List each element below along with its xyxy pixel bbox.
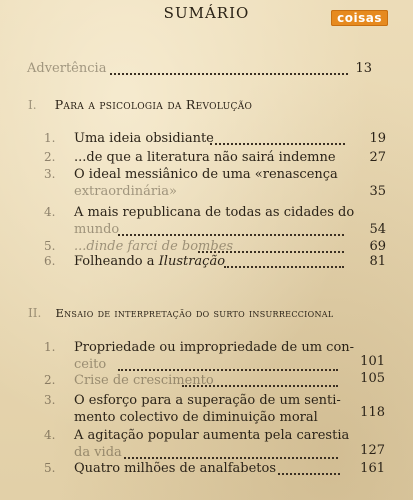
toc-item-number: 2.: [44, 150, 56, 164]
toc-item-number: 3.: [44, 167, 56, 181]
toc-entry[interactable]: [74, 393, 341, 409]
toc-page-number: 118: [360, 405, 385, 420]
toc-entry-continuation: mento colectivo de diminuição moral: [74, 410, 318, 425]
leader-dots: [198, 250, 344, 253]
toc-page-number: 54: [369, 222, 386, 237]
leader-dots: [182, 384, 338, 387]
toc-entry-label: Propriedade ou impropriedade de um con-: [74, 340, 355, 355]
part-title: Para a psicologia da Revolução: [54, 97, 253, 112]
toc-page-number: 101: [360, 354, 385, 369]
part-numeral: II.: [28, 306, 42, 320]
toc-item-number: 4.: [44, 428, 56, 442]
toc-item-number: 5.: [44, 239, 56, 253]
watermark-badge: coisas: [331, 10, 388, 26]
toc-page-number: 13: [355, 61, 372, 76]
toc-entry-label: Folheando a: [74, 254, 159, 269]
toc-page-number: 81: [369, 254, 386, 269]
toc-entry-label-italic: Ilustração: [158, 254, 226, 269]
toc-page-number: 105: [360, 371, 385, 386]
toc-item-number: 6.: [44, 254, 56, 268]
leader-dots: [118, 233, 344, 236]
toc-item-number: 2.: [44, 373, 56, 387]
toc-page-number: 127: [360, 443, 385, 458]
toc-entry-continuation: da vida: [74, 445, 122, 460]
toc-page-number: 69: [369, 239, 386, 254]
page-title: SUMÁRIO: [163, 4, 250, 22]
toc-page-number: 19: [369, 131, 386, 146]
toc-entry[interactable]: [74, 340, 354, 356]
toc-entry-continuation: extraordinária»: [74, 184, 177, 199]
toc-entry-label: Quatro milhões de analfabetos: [74, 461, 276, 476]
part-numeral: I.: [28, 98, 37, 112]
toc-page-number: 27: [369, 150, 386, 165]
toc-entry-label: O ideal messiânico de uma «renascença: [74, 167, 338, 182]
toc-entry[interactable]: [74, 205, 354, 221]
leader-dots: [118, 368, 338, 371]
toc-entry-continuation: ceito: [74, 357, 107, 372]
toc-entry-label: A agitação popular aumenta pela carestia: [74, 428, 350, 443]
leader-dots: [224, 265, 344, 268]
toc-item-number: 3.: [44, 393, 56, 407]
leader-dots: [124, 456, 338, 459]
toc-entry-continuation: mundo: [74, 222, 120, 237]
toc-entry[interactable]: [74, 428, 349, 444]
toc-entry-label: A mais republicana de todas as cidades do: [74, 205, 355, 220]
toc-entry[interactable]: [74, 461, 276, 477]
toc-page-number: 35: [369, 184, 386, 199]
toc-item-number: 5.: [44, 461, 56, 475]
toc-item-number: 1.: [44, 340, 56, 354]
toc-entry-label: Advertência: [27, 61, 107, 76]
part-title: Ensaio de interpretação do surto insurreccional: [55, 306, 334, 320]
toc-entry[interactable]: [74, 131, 214, 147]
toc-entry-label: O esforço para a superação de um senti-: [74, 393, 341, 408]
part-heading-2: [28, 305, 333, 322]
toc-item-number: 4.: [44, 205, 56, 219]
leader-dots: [110, 72, 348, 75]
toc-item-number: 1.: [44, 131, 56, 145]
leader-dots: [210, 142, 345, 145]
part-heading-1: [28, 97, 252, 114]
toc-entry-label: Crise de crescimento: [74, 373, 214, 388]
leader-dots: [278, 472, 340, 475]
toc-page-number: 161: [360, 461, 385, 476]
toc-entry-label: ...dinde farci de bombes: [74, 239, 234, 254]
toc-entry-label: ...de que a literatura não sairá indemne: [74, 150, 336, 165]
toc-entry-label: Uma ideia obsidiante: [74, 131, 214, 146]
toc-entry[interactable]: [74, 150, 336, 166]
toc-entry[interactable]: [74, 167, 338, 183]
toc-entry[interactable]: [74, 254, 225, 270]
